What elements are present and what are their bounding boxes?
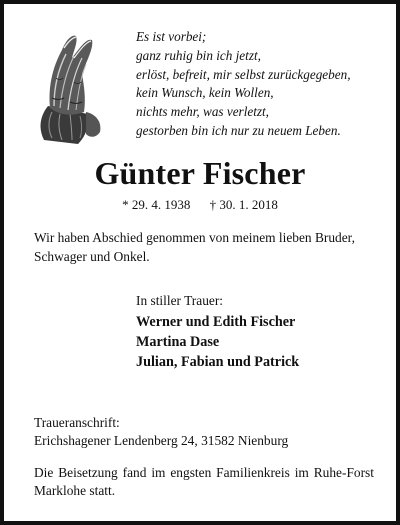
address-block [34, 414, 374, 450]
poem [136, 28, 386, 141]
address-label: Traueranschrift: [34, 415, 120, 430]
address-value: Erichshagener Lendenberg 24, 31582 Nienburg [34, 433, 289, 448]
intro-text: Wir haben Abschied genommen von meinem lieben Bruder, Schwager und Onkel. [34, 230, 355, 264]
poem-line: Es ist vorbei; [136, 29, 207, 44]
poem-line: kein Wunsch, kein Wollen, [136, 85, 274, 101]
funeral-note: Die Beisetzung fand im engsten Familienkreis im Ruhe-Forst Marklohe statt. [34, 465, 374, 498]
death-date: † 30. 1. 2018 [209, 197, 278, 212]
praying-hands-icon [30, 28, 110, 146]
poem-line: nichts mehr, was verletzt, [136, 104, 269, 120]
mourning-label: In stiller Trauer: [136, 293, 224, 308]
poem-line: erlöst, befreit, mir selbst zurückgegeben, [136, 66, 351, 82]
birth-date: * 29. 4. 1938 [122, 197, 191, 212]
deceased-name: Günter Fischer [94, 155, 306, 191]
mourner-name: Julian, Fabian und Patrick [136, 353, 300, 370]
poem-line: gestorben bin ich nur zu neuem Leben. [136, 122, 341, 138]
poem-line: ganz ruhig bin ich jetzt, [136, 47, 261, 63]
mourners-list [136, 313, 299, 372]
mourner-name: Martina Dase [136, 333, 220, 350]
life-dates [4, 197, 396, 213]
mourner-name: Werner und Edith Fischer [136, 314, 296, 330]
